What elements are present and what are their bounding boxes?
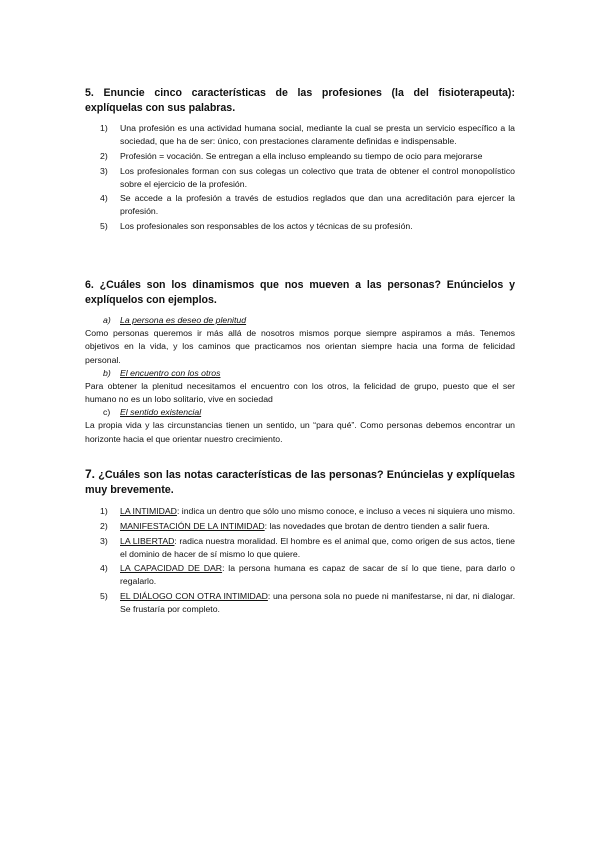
list-marker: 4) xyxy=(100,563,108,574)
question-5-title xyxy=(85,86,515,116)
list-item xyxy=(85,165,515,191)
list-item-text: : una persona sola no puede ni manifestarse, ni dar, ni dialogar. Se frustaría por completo. xyxy=(120,591,515,615)
question-7-title xyxy=(85,467,515,498)
list-item xyxy=(85,520,515,533)
subsection-heading xyxy=(85,314,515,327)
list-item-text: : la persona humana es capaz de sacar de sí lo que tiene, para darlo o regalarlo. xyxy=(120,563,516,587)
list-marker: 5) xyxy=(100,221,108,232)
list-marker: 2) xyxy=(100,520,108,531)
subsection-title: El encuentro con los otros xyxy=(120,367,221,378)
list-item-text: Una profesión es una actividad humana social, mediante la cual se presta un servicio específico a la sociedad, que ha de ser: único, con prestaciones claramente definidas e indispensable. xyxy=(120,123,515,146)
list-marker: 4) xyxy=(100,193,108,204)
list-item xyxy=(85,505,515,518)
list-marker: 2) xyxy=(100,150,108,161)
list-item xyxy=(85,122,515,148)
list-item xyxy=(85,192,515,218)
list-item-text: : radica nuestra moralidad. El hombre es el animal que, como origen de sus actos, tiene el dominio de hacer de sí mismo lo que quiere. xyxy=(120,535,515,559)
subsection-heading xyxy=(85,367,515,380)
subsection-title: El sentido existencial xyxy=(120,407,202,418)
list-item-text: Los profesionales forman con sus colegas un colectivo que trata de obtener el control monopolístico sobre el ejercicio de la profesión. xyxy=(120,165,515,189)
list-item-term: LA INTIMIDAD xyxy=(120,506,177,516)
list-marker: 3) xyxy=(100,165,108,176)
question-7-list xyxy=(85,505,515,616)
list-item xyxy=(85,535,515,561)
subsection-text: Para obtener la plenitud necesitamos el encuentro con los otros, la felicidad de grupo, puesto que el ser humano no es un lobo solitario, vive en sociedad xyxy=(85,380,515,405)
list-item xyxy=(85,150,515,163)
subsection-heading xyxy=(85,406,515,419)
question-5-list xyxy=(85,122,515,233)
subsection-marker: c) xyxy=(103,407,111,418)
question-6-title xyxy=(85,278,515,308)
list-item-text: Los profesionales son responsables de los actos y técnicas de su profesión. xyxy=(120,221,413,232)
list-item-text: : indica un dentro que sólo uno mismo conoce, e incluso a veces ni siquiera uno mismo. xyxy=(176,506,516,516)
list-marker: 1) xyxy=(100,506,108,516)
question-number: 6. xyxy=(85,279,94,291)
question-number: 5. xyxy=(85,87,94,99)
list-item xyxy=(85,220,515,233)
list-item-text: : las novedades que brotan de dentro tienden a salir fuera. xyxy=(264,520,490,531)
list-item-text: Profesión = vocación. Se entregan a ella incluso empleando su tiempo de ocio para mejorarse xyxy=(120,150,483,161)
list-item-term: LA CAPACIDAD DE DAR xyxy=(120,563,223,574)
list-item xyxy=(85,562,515,588)
list-item-term: LA LIBERTAD xyxy=(120,535,175,546)
question-5 xyxy=(85,86,515,235)
subsection-marker: b) xyxy=(103,367,111,378)
list-item-term: EL DIÁLOGO CON OTRA INTIMIDAD xyxy=(120,591,268,602)
list-item-term: MANIFESTACIÓN DE LA INTIMIDAD xyxy=(120,520,265,531)
subsection-title: La persona es deseo de plenitud xyxy=(120,315,247,325)
question-text: Enuncie cinco características de las profesiones (la del fisioterapeuta): explíquelas con sus palabras. xyxy=(85,87,515,114)
subsection-marker: a) xyxy=(103,315,111,325)
question-7 xyxy=(85,467,515,618)
list-item xyxy=(85,590,515,616)
subsection-text: La propia vida y las circunstancias tienen un sentido, un “para qué”. Como personas debemos encontrar un horizonte hacia el que orientar nuestro crecimiento. xyxy=(85,420,515,444)
question-text: ¿Cuáles son las notas características de las personas? Enúncielas y explíquelas muy brevemente. xyxy=(85,469,515,496)
list-item-text: Se accede a la profesión a través de estudios reglados que dan una acreditación para ejercer la profesión. xyxy=(120,193,515,217)
question-6 xyxy=(85,278,515,446)
list-marker: 1) xyxy=(100,123,108,133)
list-marker: 3) xyxy=(100,535,108,546)
question-text: ¿Cuáles son los dinamismos que nos mueven a las personas? Enúncielos y explíquelos con ejemplos. xyxy=(85,279,515,306)
question-number: 7. xyxy=(85,467,96,481)
list-marker: 5) xyxy=(100,591,108,602)
subsection-text: Como personas queremos ir más allá de nosotros mismos porque siempre aspiramos a más. Tenemos objetivos en la vida, y los caminos que practicamos nos orientan siempre hacia una forma de felicidad personal. xyxy=(85,328,515,365)
